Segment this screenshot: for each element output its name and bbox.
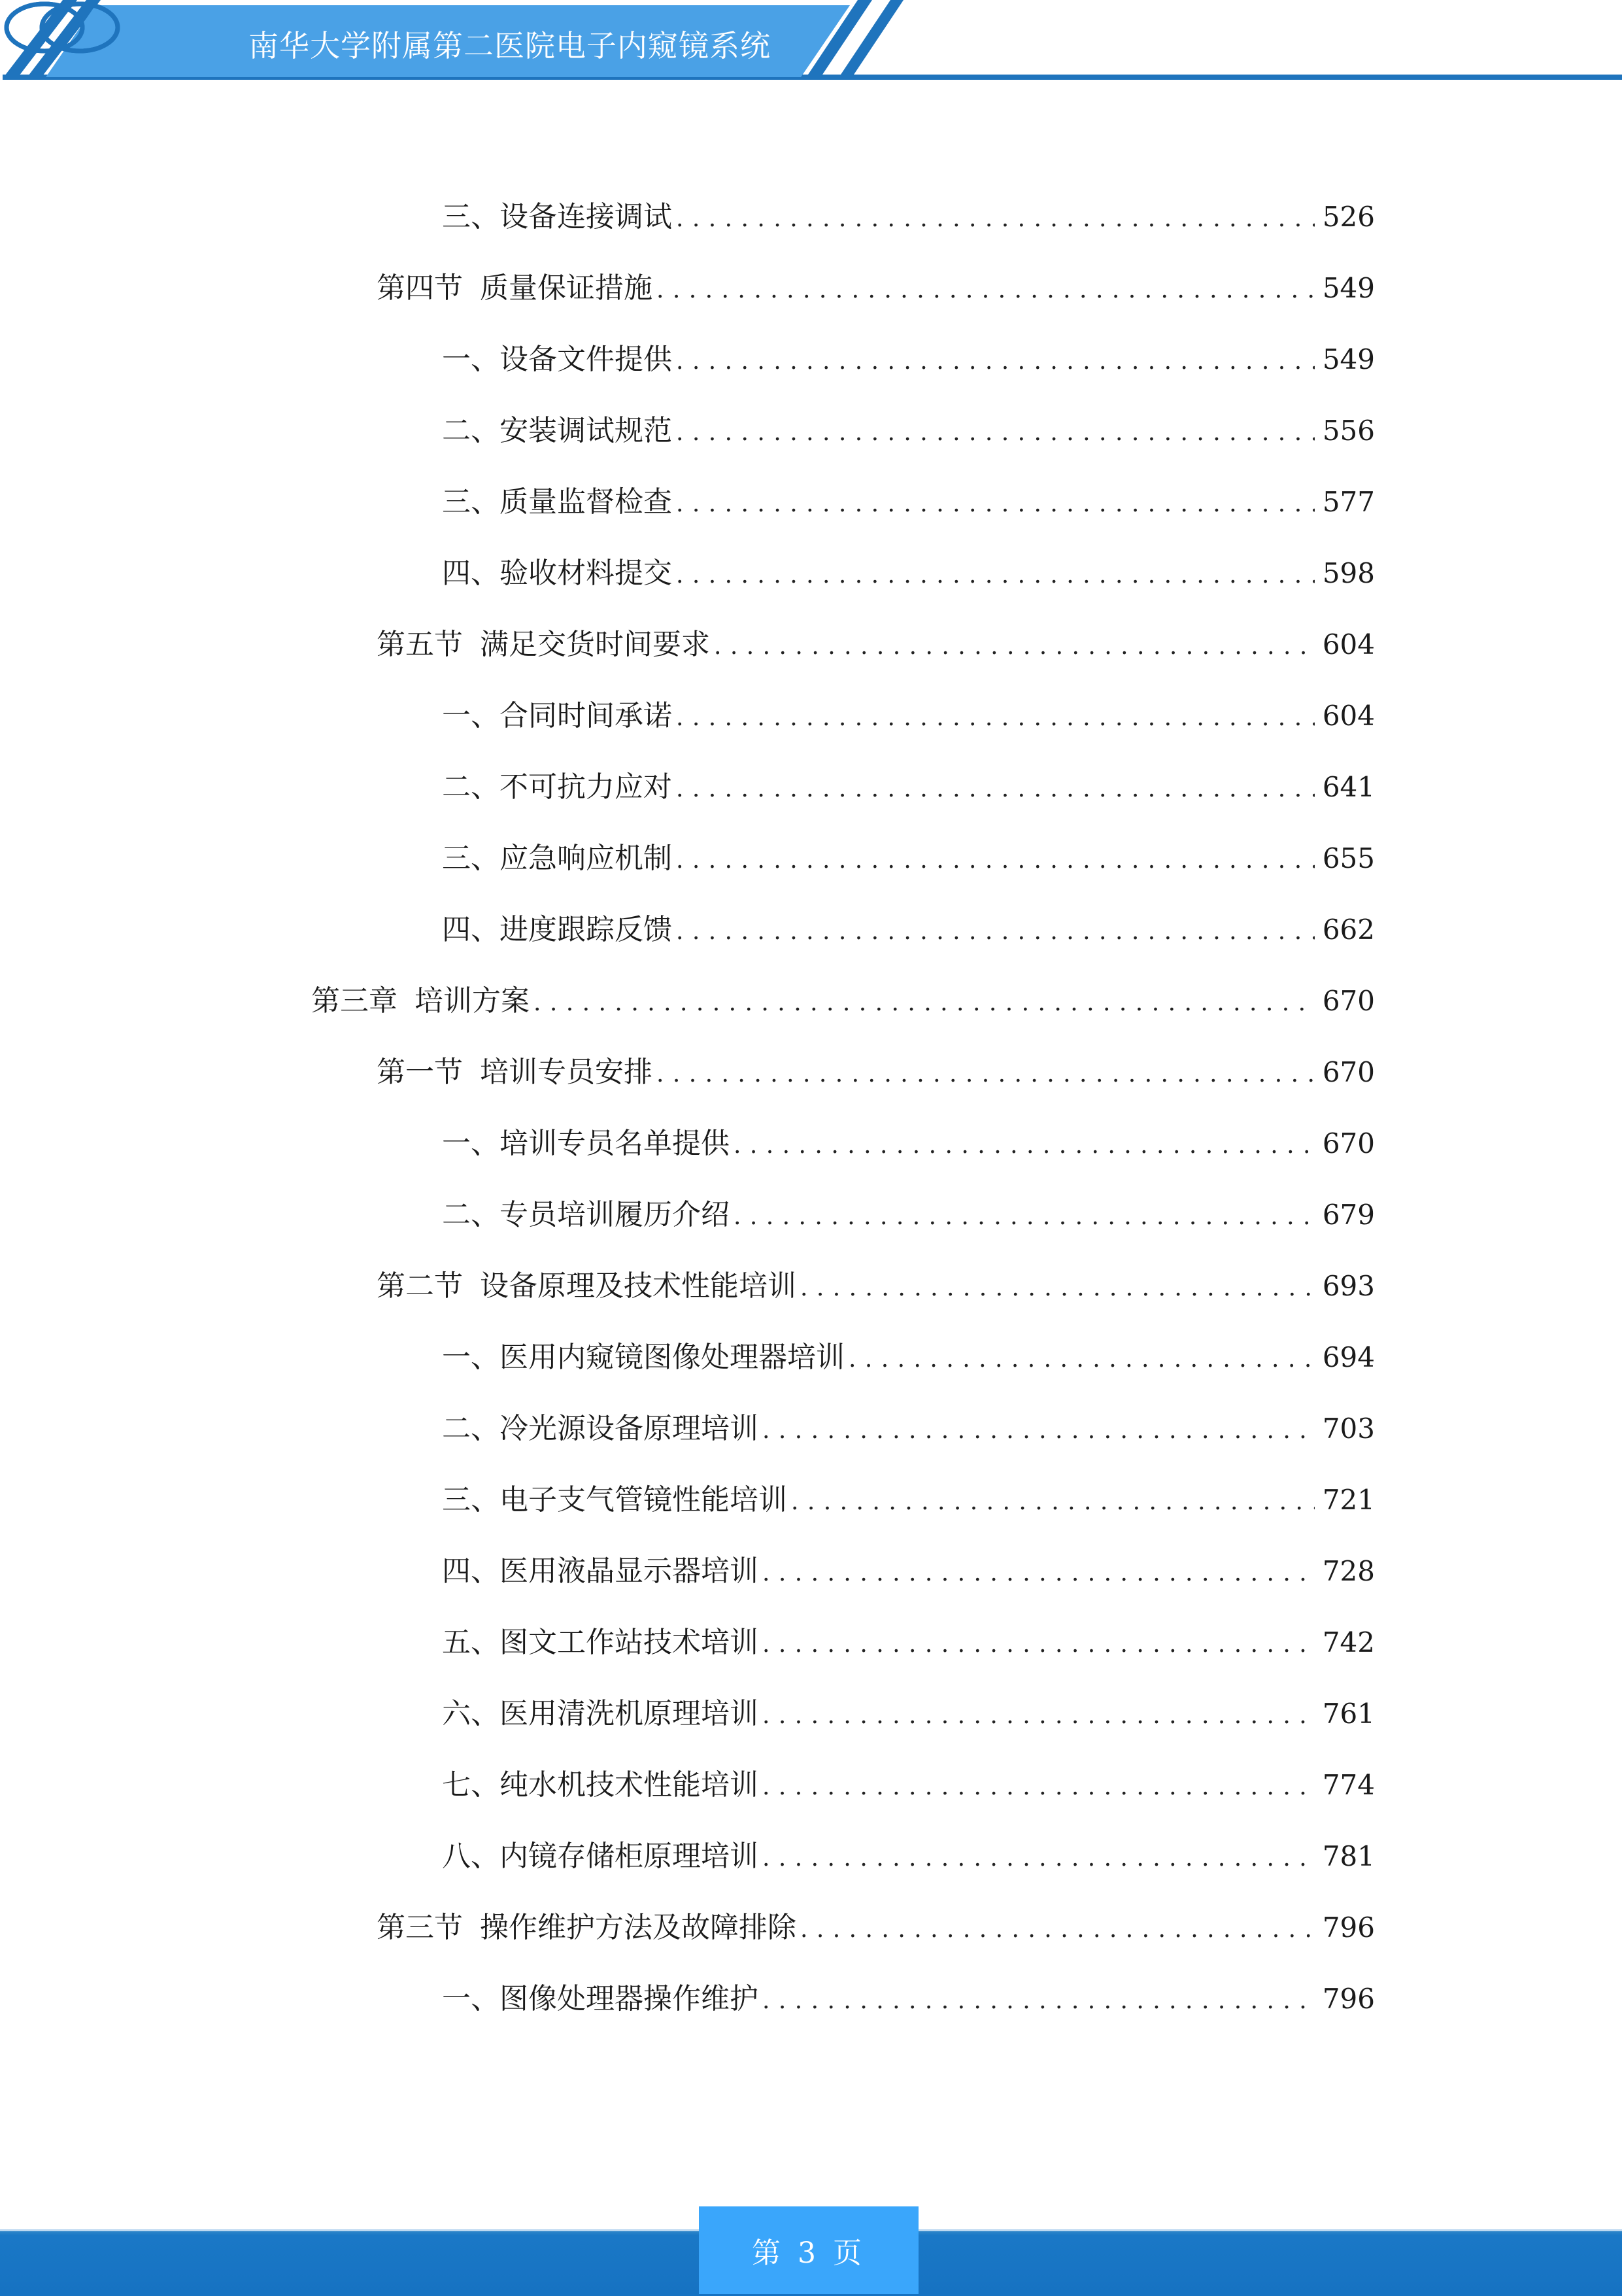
toc-entry-title: 医用液晶显示器培训 [499,1554,758,1588]
toc-entry[interactable] [377,269,1375,308]
toc-entry-title: 纯水机技术性能培训 [499,1768,758,1802]
dot-leader [762,1625,1315,1664]
toc-entry-title: 冷光源设备原理培训 [499,1412,758,1445]
toc-entry-title: 图文工作站技术培训 [499,1626,758,1659]
toc-entry-title: 质量保证措施 [480,271,652,305]
toc-entry-title: 验收材料提交 [499,557,672,590]
toc-entry-number: 一、 [442,1341,499,1374]
toc-entry-title: 内镜存储柜原理培训 [499,1840,758,1873]
dot-leader [676,698,1315,738]
toc-entry-number: 五、 [442,1626,499,1659]
toc-entry[interactable] [377,625,1375,664]
dot-leader [714,627,1315,666]
toc-entry-number: 二、 [442,770,499,804]
toc-entry-number: 八、 [442,1840,499,1873]
page-header [0,0,1622,85]
toc-entry-title: 设备原理及技术性能培训 [480,1269,796,1303]
toc-entry-number: 第四节 [377,271,463,305]
dot-leader [791,1482,1315,1522]
toc-entry-number: 一、 [442,343,499,376]
toc-entry-number: 六、 [442,1697,499,1730]
dot-leader [656,271,1315,310]
toc-entry[interactable] [442,768,1375,807]
toc-entry[interactable] [442,1552,1375,1591]
toc-entry-title: 电子支气管镜性能培训 [499,1483,787,1516]
toc-entry-page: 670 [1322,1127,1375,1159]
dot-leader [762,1411,1315,1450]
toc-entry-number: 第二节 [377,1269,463,1303]
toc-entry-title: 不可抗力应对 [499,770,672,804]
toc-entry[interactable] [442,839,1375,878]
toc-entry-number: 一、 [442,699,499,732]
toc-entry[interactable] [442,197,1375,237]
toc-entry-page: 670 [1322,1056,1375,1088]
toc-entry-page: 598 [1322,557,1375,589]
toc-entry-page: 694 [1322,1341,1375,1373]
toc-entry[interactable] [442,483,1375,522]
toc-entry[interactable] [442,1409,1375,1448]
toc-entry-number: 三、 [442,842,499,875]
dot-leader [762,1768,1315,1807]
toc-entry-title: 医用内窥镜图像处理器培训 [499,1341,845,1374]
toc-entry-page: 781 [1322,1840,1375,1872]
dot-leader [676,342,1315,381]
toc-entry-number: 第一节 [377,1055,463,1089]
dot-leader [800,1910,1315,1949]
toc-entry-title: 满足交货时间要求 [480,628,710,661]
toc-entry[interactable] [442,1694,1375,1734]
toc-entry-title: 培训方案 [414,984,530,1018]
toc-entry-number: 四、 [442,913,499,946]
toc-entry-page: 662 [1322,914,1375,946]
toc-entry[interactable] [377,1267,1375,1306]
toc-entry-page: 721 [1322,1484,1375,1516]
toc-entry-number: 第五节 [377,628,463,661]
toc-entry[interactable] [442,411,1375,451]
toc-entry-number: 二、 [442,1198,499,1231]
toc-entry[interactable] [442,1481,1375,1520]
toc-entry-title: 质量监督检查 [499,485,672,519]
toc-entry-page: 577 [1322,486,1375,518]
toc-entry[interactable] [311,982,1375,1021]
page-number-label: 第 3 页 [752,2236,866,2270]
toc-entry-page: 604 [1322,628,1375,660]
dot-leader [676,485,1315,524]
toc-entry-page: 728 [1322,1555,1375,1587]
header-title: 南华大学附属第二医院电子内窥镜系统 [248,28,771,63]
page-number-tab [699,2206,919,2294]
dot-leader [762,1981,1315,2021]
toc-entry-title: 合同时间承诺 [499,699,672,732]
toc-entry[interactable] [442,1979,1375,2019]
dot-leader [762,1696,1315,1736]
toc-entry[interactable] [442,1338,1375,1377]
toc-entry-page: 703 [1322,1413,1375,1445]
toc-entry[interactable] [442,910,1375,950]
dot-leader [676,413,1315,453]
toc-entry-title: 操作维护方法及故障排除 [480,1911,796,1944]
toc-entry-page: 693 [1322,1270,1375,1302]
dot-leader [762,1554,1315,1593]
toc-entry-title: 培训专员名单提供 [499,1127,730,1160]
dot-leader [676,912,1315,951]
toc-entry-number: 七、 [442,1768,499,1802]
toc-entry-page: 641 [1322,771,1375,803]
toc-entry-number: 四、 [442,557,499,590]
toc-entry-page: 655 [1322,842,1375,874]
toc-entry[interactable] [442,1837,1375,1876]
dot-leader [533,984,1315,1023]
toc-entry[interactable] [377,1908,1375,1947]
toc-entry[interactable] [377,1053,1375,1092]
toc-entry-page: 796 [1322,1911,1375,1944]
toc-entry[interactable] [442,554,1375,593]
toc-entry-number: 三、 [442,200,499,233]
toc-entry-number: 三、 [442,1483,499,1516]
dot-leader [734,1126,1315,1165]
toc-entry-page: 742 [1322,1626,1375,1658]
toc-entry-number: 四、 [442,1554,499,1588]
header-banner-graphic [0,0,1622,85]
toc-entry-number: 一、 [442,1127,499,1160]
toc-entry-title: 图像处理器操作维护 [499,1982,758,2015]
dot-leader [849,1340,1315,1379]
toc-entry-title: 安装调试规范 [499,414,672,447]
toc-entry-page: 549 [1322,343,1375,375]
dot-leader [676,556,1315,595]
toc-entry-title: 医用清洗机原理培训 [499,1697,758,1730]
toc-entry-page: 774 [1322,1769,1375,1801]
dot-leader [800,1269,1315,1308]
toc-entry-number: 第三节 [377,1911,463,1944]
toc-entry-page: 670 [1322,985,1375,1017]
toc-entry-title: 设备文件提供 [499,343,672,376]
toc-entry-number: 一、 [442,1982,499,2015]
toc-entry[interactable] [442,1623,1375,1662]
toc-entry[interactable] [442,1766,1375,1805]
toc-entry[interactable] [442,1195,1375,1235]
toc-entry-number: 二、 [442,1412,499,1445]
toc-entry-page: 679 [1322,1199,1375,1231]
toc-entry-title: 应急响应机制 [499,842,672,875]
toc-entry-title: 专员培训履历介绍 [499,1198,730,1231]
dot-leader [762,1839,1315,1878]
toc-entry-title: 设备连接调试 [499,200,672,233]
toc-entry-page: 761 [1322,1698,1375,1730]
dot-leader [656,1055,1315,1094]
dot-leader [676,770,1315,809]
toc-entry-number: 二、 [442,414,499,447]
toc-entry[interactable] [442,696,1375,736]
toc-entry-title: 进度跟踪反馈 [499,913,672,946]
dot-leader [734,1197,1315,1237]
toc-entry-page: 796 [1322,1983,1375,2015]
toc-entry-page: 556 [1322,415,1375,447]
toc-entry-page: 526 [1322,201,1375,233]
toc-entry-number: 三、 [442,485,499,519]
double-ring-logo-icon [0,0,124,55]
toc-entry[interactable] [442,340,1375,379]
toc-entry-number: 第三章 [311,984,397,1018]
toc-entry[interactable] [442,1124,1375,1163]
dot-leader [676,841,1315,880]
dot-leader [676,199,1315,239]
toc-entry-page: 549 [1322,272,1375,304]
toc-entry-page: 604 [1322,700,1375,732]
toc-entry-title: 培训专员安排 [480,1055,652,1089]
